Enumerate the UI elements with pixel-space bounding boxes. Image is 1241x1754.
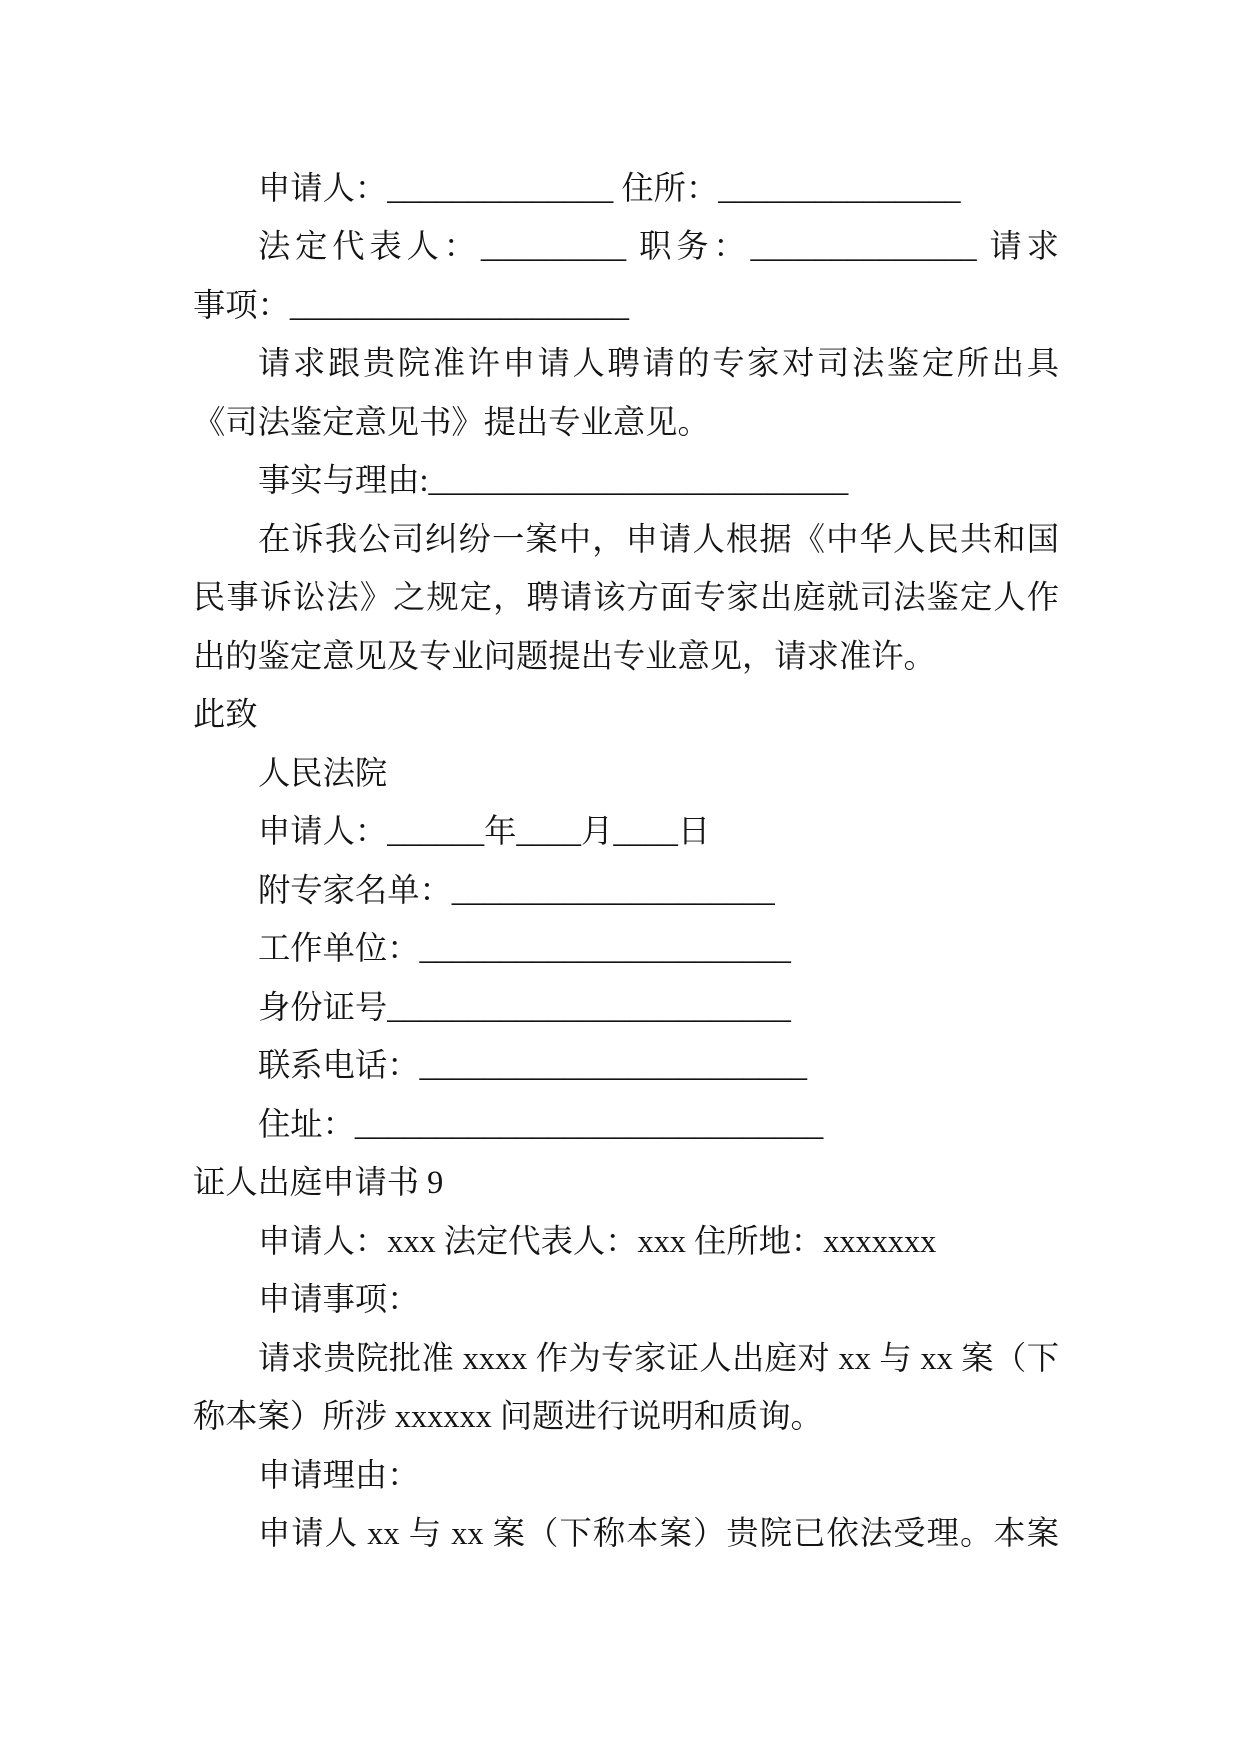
work-unit-line (193, 919, 1059, 978)
applicant-blank: ______________ (387, 169, 614, 206)
legal-rep-line (193, 217, 1059, 276)
expert-list-line (193, 861, 1059, 920)
facts-label: 事实与理由: (258, 462, 429, 499)
day-blank: ____ (613, 813, 678, 850)
facts-body-line: 民事诉讼法》之规定，聘请该方面专家出庭就司法鉴定人作 (193, 579, 1059, 616)
address-line (193, 1095, 1059, 1154)
request-items-label-end: 事项： (193, 286, 290, 323)
id-number-label: 身份证号 (258, 988, 388, 1025)
month-label: 月 (581, 813, 614, 850)
address-label: 住址： (258, 1105, 355, 1142)
position-blank: ______________ (750, 228, 977, 265)
request-items-body-line: 请求贵院批准 xxxx 作为专家证人出庭对 xx 与 xx 案（下 (258, 1339, 1059, 1376)
work-unit-blank: _______________________ (419, 930, 791, 967)
signature-date-line (193, 802, 1059, 861)
request-items-line (193, 276, 1059, 335)
request-body-line: 请求跟贵院准许申请人聘请的专家对司法鉴定所出具 (258, 345, 1059, 382)
residence-label: 住所： (621, 169, 719, 206)
phone-blank: ________________________ (419, 1047, 808, 1084)
parties-line: 申请人：xxx 法定代表人：xxx 住所地：xxxxxxx (258, 1222, 937, 1259)
phone-label: 联系电话： (258, 1047, 420, 1084)
address-blank: _____________________________ (354, 1105, 824, 1142)
applicant-line (193, 159, 1059, 218)
document-body (193, 159, 1059, 1563)
legal-rep-label: 法定代表人： (258, 228, 481, 265)
month-blank: ____ (516, 813, 581, 850)
position-label: 职务： (639, 228, 751, 265)
facts-body-line: 出的鉴定意见及专业问题提出专业意见，请求准许。 (193, 637, 936, 674)
request-items-blank: _____________________ (289, 286, 630, 323)
reason-heading: 申请理由： (258, 1456, 420, 1493)
year-blank: ______ (387, 813, 485, 850)
signature-applicant-label: 申请人： (258, 813, 388, 850)
day-label: 日 (677, 813, 711, 850)
request-body-line: 《司法鉴定意见书》提出专业意见。 (193, 403, 710, 440)
residence-blank: _______________ (718, 169, 961, 206)
request-items-heading: 申请事项： (258, 1281, 420, 1318)
addressee-court: 人民法院 (258, 754, 388, 791)
witness-application-title: 证人出庭申请书 9 (193, 1164, 444, 1201)
request-items-label-start: 请求 (989, 228, 1059, 265)
expert-list-label: 附专家名单： (258, 871, 452, 908)
facts-blank: __________________________ (428, 462, 849, 499)
legal-rep-blank: _________ (480, 228, 627, 265)
facts-body-line: 在诉我公司纠纷一案中，申请人根据《中华人民共和国 (258, 520, 1059, 557)
expert-list-blank: ____________________ (451, 871, 775, 908)
closing-text: 此致 (193, 696, 258, 733)
request-items-body-line: 称本案）所涉 xxxxxx 问题进行说明和质询。 (193, 1398, 823, 1435)
applicant-label: 申请人： (258, 169, 388, 206)
work-unit-label: 工作单位： (258, 930, 420, 967)
reason-body-line: 申请人 xx 与 xx 案（下称本案）贵院已依法受理。本案 (258, 1515, 1059, 1552)
year-label: 年 (484, 813, 517, 850)
id-number-line (193, 978, 1059, 1037)
facts-line (193, 451, 1059, 510)
phone-line (193, 1036, 1059, 1095)
id-number-blank: _________________________ (387, 988, 791, 1025)
